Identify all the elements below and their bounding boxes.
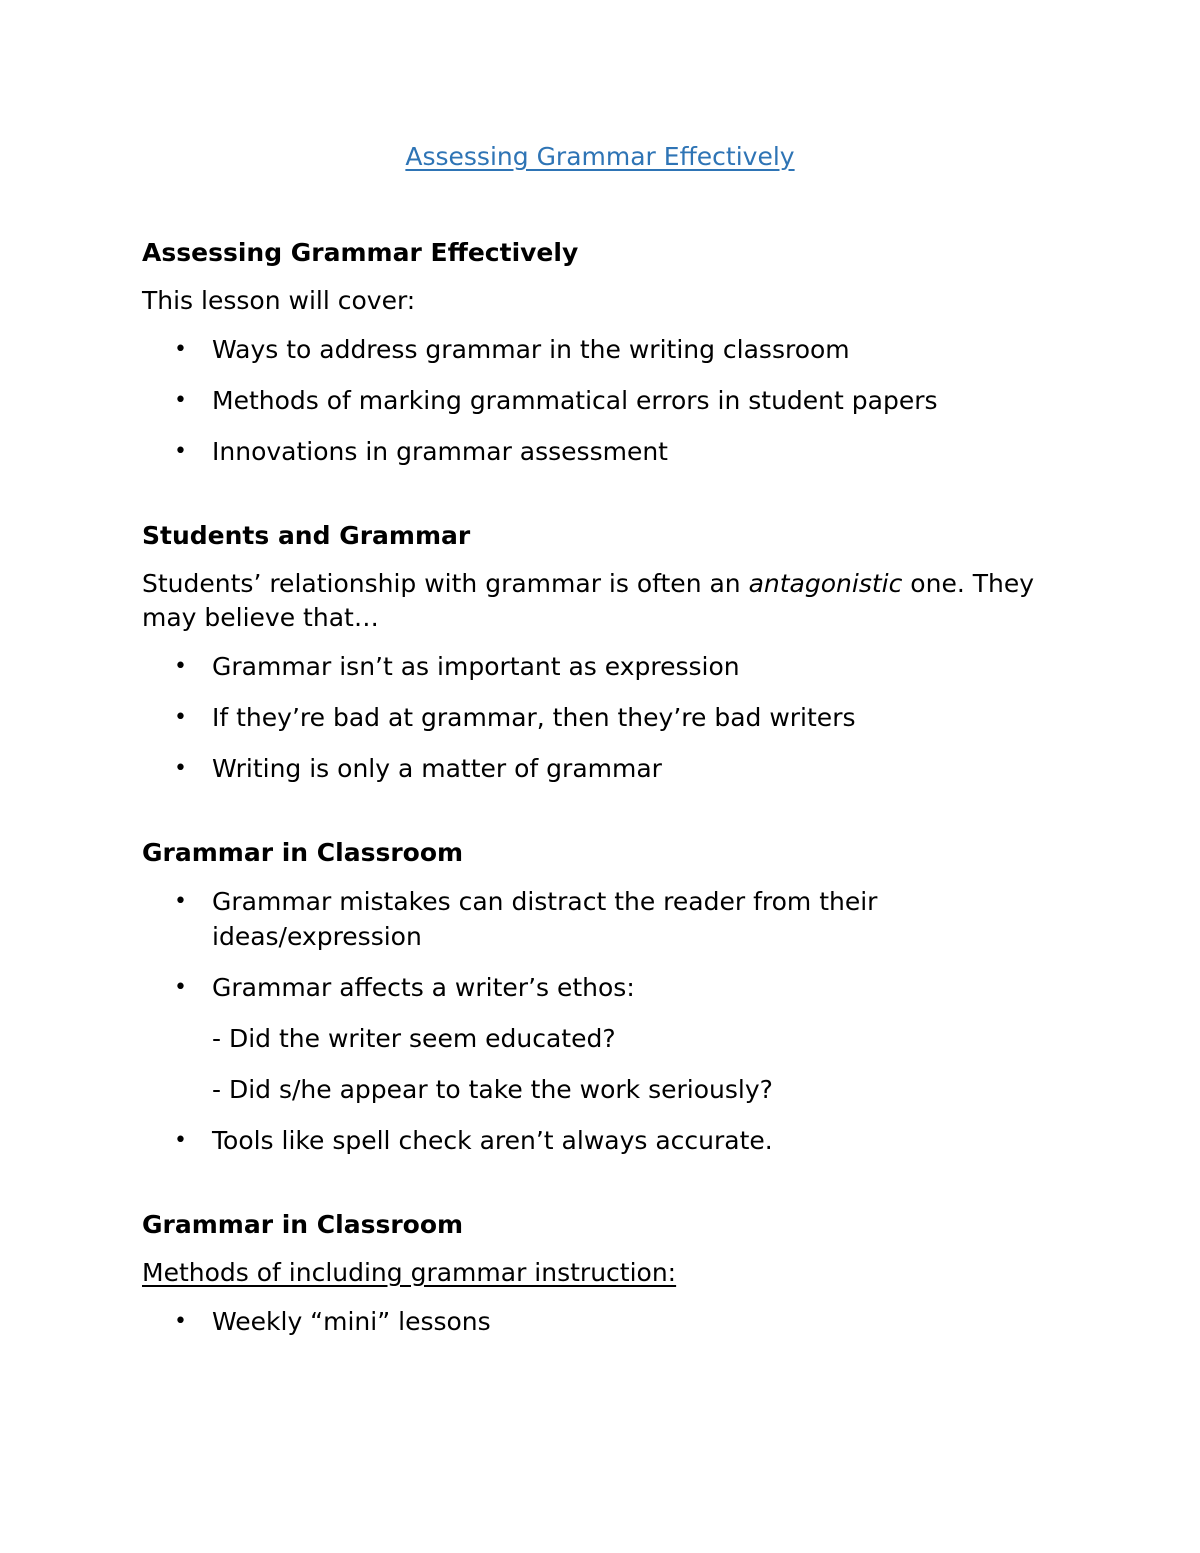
bullet-icon: •: [174, 388, 187, 413]
list-item: • If they’re bad at grammar, then they’re bad writers: [142, 700, 1062, 735]
bullet-icon: •: [174, 1128, 187, 1153]
section-grammar-in-classroom: [142, 836, 1062, 1158]
bullet-list: [142, 884, 1062, 1005]
bullet-icon: •: [174, 439, 187, 464]
section-students-and-grammar: [142, 519, 1062, 786]
sub-item: - Did s/he appear to take the work seriously?: [212, 1075, 773, 1104]
section-grammar-instruction-methods: [142, 1208, 1062, 1339]
bullet-list: [142, 1123, 1062, 1158]
bullet-icon: •: [174, 756, 187, 781]
list-item: • Innovations in grammar assessment: [142, 434, 1062, 469]
list-item: • Grammar mistakes can distract the reader from their ideas/expression: [142, 884, 1062, 954]
bullet-icon: •: [174, 705, 187, 730]
list-item: • Ways to address grammar in the writing classroom: [142, 332, 1062, 367]
list-item: • Grammar affects a writer’s ethos:: [142, 970, 1062, 1005]
section-heading: Students and Grammar: [142, 521, 471, 550]
bullet-icon: •: [174, 889, 187, 914]
section-overview: [142, 236, 1062, 469]
emphasis-text: antagonistic: [748, 569, 903, 598]
list-item: • Grammar isn’t as important as expression: [142, 649, 1062, 684]
section-heading: Grammar in Classroom: [142, 838, 464, 867]
bullet-list: [142, 332, 1062, 469]
section-heading: Assessing Grammar Effectively: [142, 238, 579, 267]
bullet-list: [142, 1304, 1062, 1339]
section-intro: This lesson will cover:: [142, 286, 416, 315]
bullet-icon: •: [174, 337, 187, 362]
bullet-icon: •: [174, 654, 187, 679]
list-item: • Weekly “mini” lessons: [142, 1304, 1062, 1339]
document-title: Assessing Grammar Effectively: [405, 142, 795, 171]
sub-item: - Did the writer seem educated?: [212, 1024, 616, 1053]
bullet-list: [142, 649, 1062, 786]
list-item: • Tools like spell check aren’t always accurate.: [142, 1123, 1062, 1158]
bullet-icon: •: [174, 975, 187, 1000]
section-intro: Students’ relationship with grammar is often an antagonistic one. They may believe that…: [142, 569, 1035, 632]
bullet-icon: •: [174, 1309, 187, 1334]
section-intro: Methods of including grammar instruction:: [142, 1258, 677, 1287]
list-item: • Methods of marking grammatical errors in student papers: [142, 383, 1062, 418]
section-heading: Grammar in Classroom: [142, 1210, 464, 1239]
document-body: [142, 236, 1062, 1389]
list-item: • Writing is only a matter of grammar: [142, 751, 1062, 786]
